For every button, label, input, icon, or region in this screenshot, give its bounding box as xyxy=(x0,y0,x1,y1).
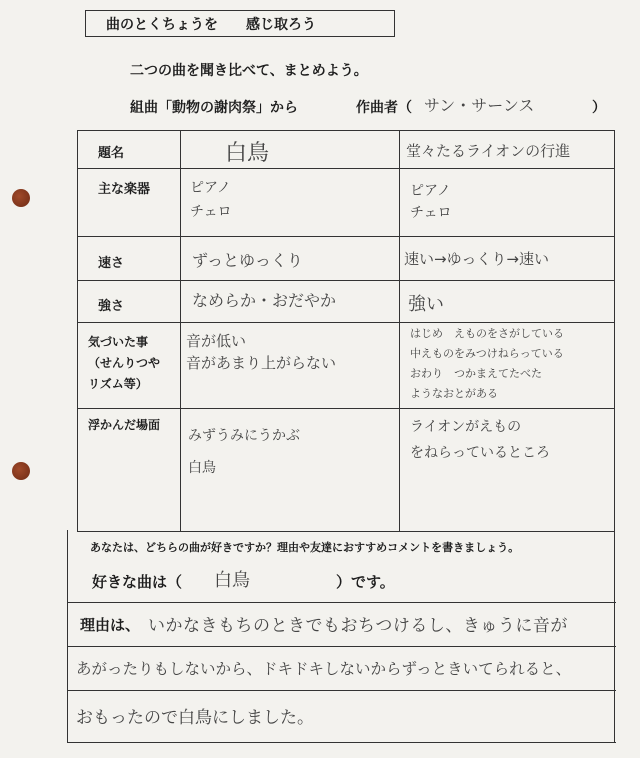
composer-close: ） xyxy=(592,100,606,116)
song-b-strength: 強い xyxy=(408,294,444,315)
page-title: 曲のとくちょうを 感じ取ろう xyxy=(106,17,316,33)
song-b-noticed: はじめ えものをさがしている 中えものをみつけねらっている おわり つかまえてたべた ようなおとがある xyxy=(410,327,564,400)
song-a-noticed: 音が低い 音があまり上がらない xyxy=(186,332,337,372)
song-a-instruments: ピアノ チェロ xyxy=(190,180,232,220)
song-b-title: 堂々たるライオンの行進 xyxy=(406,142,571,160)
reason-text-line-1: いかなきもちのときでもおちつけるし、きゅうに音が xyxy=(148,616,568,636)
song-a-title: 白鳥 xyxy=(225,141,270,166)
comment-rule xyxy=(67,602,616,603)
composer-label: 作曲者（ xyxy=(356,100,412,116)
favorite-song-value: 白鳥 xyxy=(214,570,250,591)
reason-text-line-3: おもったので白鳥にしました。 xyxy=(76,708,314,728)
song-b-instruments: ピアノ チェロ xyxy=(410,183,452,221)
comment-rule xyxy=(67,646,616,647)
row-label-title: 題名 xyxy=(98,146,125,161)
row-divider xyxy=(77,168,615,169)
row-label-strength: 強さ xyxy=(98,299,125,314)
row-divider xyxy=(77,322,615,323)
comment-left-border xyxy=(67,530,68,742)
composer-value: サン・サーンス xyxy=(424,96,535,115)
comment-rule xyxy=(67,690,616,691)
row-label-instruments: 主な楽器 xyxy=(98,182,151,197)
song-a-strength: なめらか・おだやか xyxy=(192,291,337,310)
comment-right-border xyxy=(614,530,615,742)
reason-prefix: 理由は、 xyxy=(80,616,141,634)
song-a-scene: みずうみにうかぶ 白鳥 xyxy=(188,428,300,476)
row-divider xyxy=(77,236,615,237)
col-divider-1 xyxy=(180,130,181,532)
suite-label: 組曲「動物の謝肉祭」から xyxy=(130,100,298,116)
row-label-noticed: 気づいた事 （せんりつや リズム等） xyxy=(88,335,161,391)
row-divider xyxy=(77,280,615,281)
comment-bottom-border xyxy=(67,742,616,743)
col-divider-2 xyxy=(399,130,400,532)
punch-hole-top xyxy=(12,189,30,207)
comment-question: あなたは、どちらの曲が好きですか？理由や友達におすすめコメントを書きましょう。 xyxy=(90,541,520,554)
instruction-text: 二つの曲を聞き比べて、まとめよう。 xyxy=(130,63,368,79)
row-divider xyxy=(77,408,615,409)
song-a-speed: ずっとゆっくり xyxy=(192,251,303,270)
row-label-scene: 浮かんだ場面 xyxy=(88,418,161,432)
song-b-scene: ライオンがえもの をねらっているところ xyxy=(410,419,550,461)
row-label-speed: 速さ xyxy=(98,256,125,271)
favorite-suffix: ）です。 xyxy=(336,573,395,591)
reason-text-line-2: あがったりもしないから、ドキドキしないからずっときいてられると、 xyxy=(76,660,572,678)
favorite-prefix: 好きな曲は（ xyxy=(92,573,183,591)
song-b-speed: 速い→ゆっくり→速い xyxy=(404,250,549,268)
punch-hole-bottom xyxy=(12,462,30,480)
